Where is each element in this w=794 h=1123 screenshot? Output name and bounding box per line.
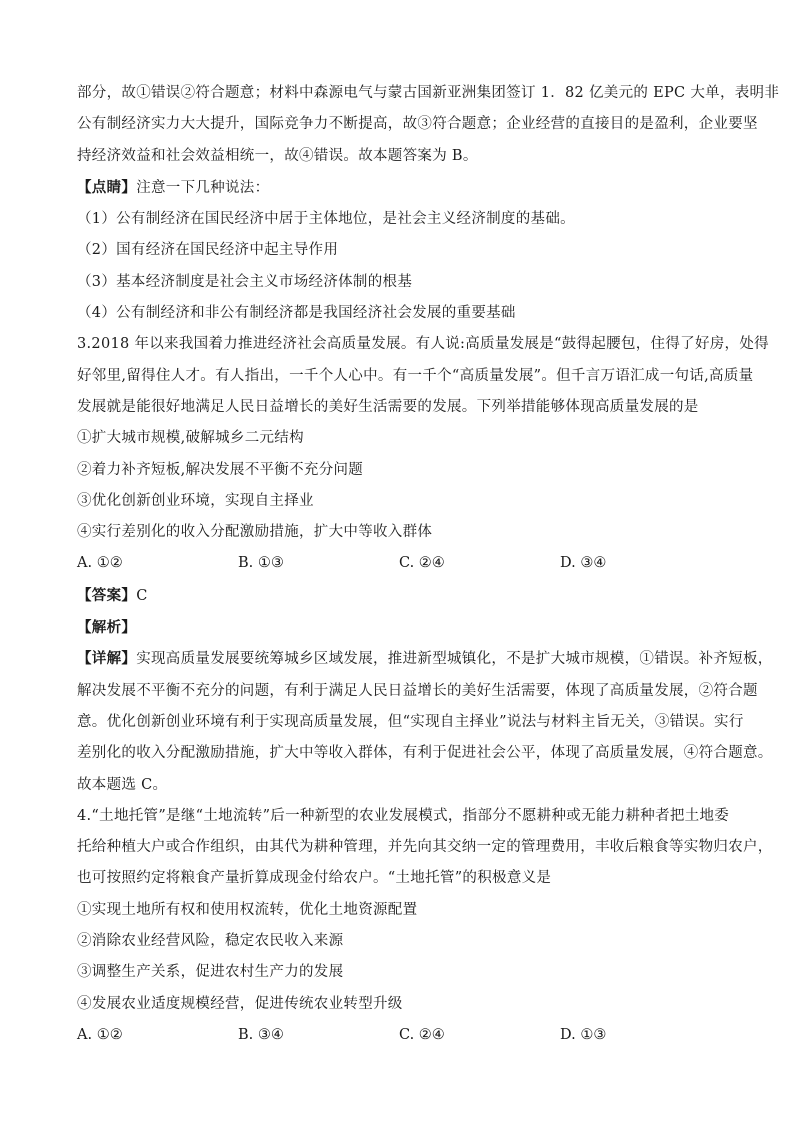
tip-item: （4）公有制经济和非公有制经济都是我国经济社会发展的重要基础 — [77, 305, 516, 322]
q3-item: ④实行差别化的收入分配激励措施，扩大中等收入群体 — [77, 524, 433, 541]
q4-stem-line: 托给种植大户或合作组织，由其代为耕种管理，并先向其交纳一定的管理费用，丰收后粮食等实物归农户， — [77, 839, 773, 856]
q4-option-b: B. ③④ — [238, 1026, 284, 1043]
q3-detail-line: 故本题选 C。 — [77, 776, 168, 793]
q3-answer — [77, 580, 727, 612]
q3-detail-line: 解决发展不平衡不充分的问题，有利于满足人民日益增长的美好生活需要，体现了高质量发展，②符合题 — [77, 682, 758, 699]
q4-option-d: D. ①③ — [560, 1026, 607, 1043]
q3-option-a: A. ①② — [77, 555, 123, 572]
q4-option-a: A. ①② — [77, 1026, 123, 1043]
prev-analysis-line: 部分，故①错误②符合题意；材料中森源电气与蒙古国新亚洲集团签订 1．82 亿美元的 EPC 大单，表明非 — [77, 85, 780, 101]
q3-options — [77, 548, 727, 579]
q4-item: ①实现土地所有权和使用权流转，优化土地资源配置 — [77, 901, 418, 918]
q4-item: ②消除农业经营风险，稳定农民收入来源 — [77, 933, 344, 950]
detail-text: 实现高质量发展要统筹城乡区域发展，推进新型城镇化，不是扩大城市规模，①错误。补齐短板， — [136, 651, 773, 668]
q4-options — [77, 1020, 727, 1051]
q4-item: ③调整生产关系，促进农村生产力的发展 — [77, 964, 344, 981]
tip-item: （3）基本经济制度是社会主义市场经济体制的根基 — [77, 273, 413, 290]
detail-label: 【详解】 — [77, 650, 137, 668]
q3-detail-line — [77, 643, 773, 675]
q3-option-d: D. ③④ — [560, 555, 607, 572]
q4-stem-line: 也可按照约定将粮食产量折算成现金付给农户。“土地托管”的积极意义是 — [77, 870, 552, 887]
document-page — [77, 78, 780, 1051]
q3-item: ②着力补齐短板,解决发展不平衡不充分问题 — [77, 461, 364, 478]
prev-analysis-line: 公有制经济实力大大提升，国际竞争力不断提高，故③符合题意；企业经营的直接目的是盈利，企业要坚 — [77, 116, 758, 133]
q3-detail-line: 差别化的收入分配激励措施，扩大中等收入群体，有利于促进社会公平，体现了高质量发展，④符合题意。 — [77, 745, 773, 762]
q4-item: ④发展农业适度规模经营，促进传统农业转型升级 — [77, 995, 403, 1012]
analysis-label: 【解析】 — [77, 619, 137, 637]
q3-stem-line: 好邻里,留得住人才。有人指出，一千个人心中。有一千个“高质量发展”。但千言万语汇成一句话,高质量 — [77, 367, 754, 384]
q4-option-c: C. ②④ — [399, 1026, 445, 1043]
q3-option-c: C. ②④ — [399, 555, 445, 572]
q3-detail-line: 意。优化创新创业环境有利于实现高质量发展，但“实现自主择业”说法与材料主旨无关，③错误。实行 — [77, 713, 744, 730]
answer-label: 【答案】 — [77, 586, 137, 604]
tip-label: 【点睛】 — [77, 178, 137, 196]
q4-stem-line: 4.“土地托管”是继“土地流转”后一种新型的农业发展模式，指部分不愿耕种或无能力耕种者把土地委 — [77, 807, 730, 824]
q3-option-b: B. ①③ — [238, 555, 284, 572]
q3-stem-line: 3.2018 年以来我国着力推进经济社会高质量发展。有人说:高质量发展是“鼓得起腰包，住得了好房，处得 — [77, 336, 769, 353]
q3-item: ③优化创新创业环境，实现自主择业 — [77, 492, 314, 509]
tip-item: （1）公有制经济在国民经济中居于主体地位，是社会主义经济制度的基础。 — [77, 211, 575, 228]
tip-heading — [77, 172, 727, 204]
answer-value: C — [136, 587, 148, 604]
q3-stem-line: 发展就是能很好地满足人民日益增长的美好生活需要的发展。下列举措能够体现高质量发展的是 — [77, 398, 699, 415]
tip-text: 注意一下几种说法： — [136, 179, 270, 196]
tip-item: （2）国有经济在国民经济中起主导作用 — [77, 242, 339, 259]
prev-analysis-line: 持经济效益和社会效益相统一，故④错误。故本题答案为 B。 — [77, 147, 478, 164]
q3-item: ①扩大城市规模,破解城乡二元结构 — [77, 430, 304, 447]
